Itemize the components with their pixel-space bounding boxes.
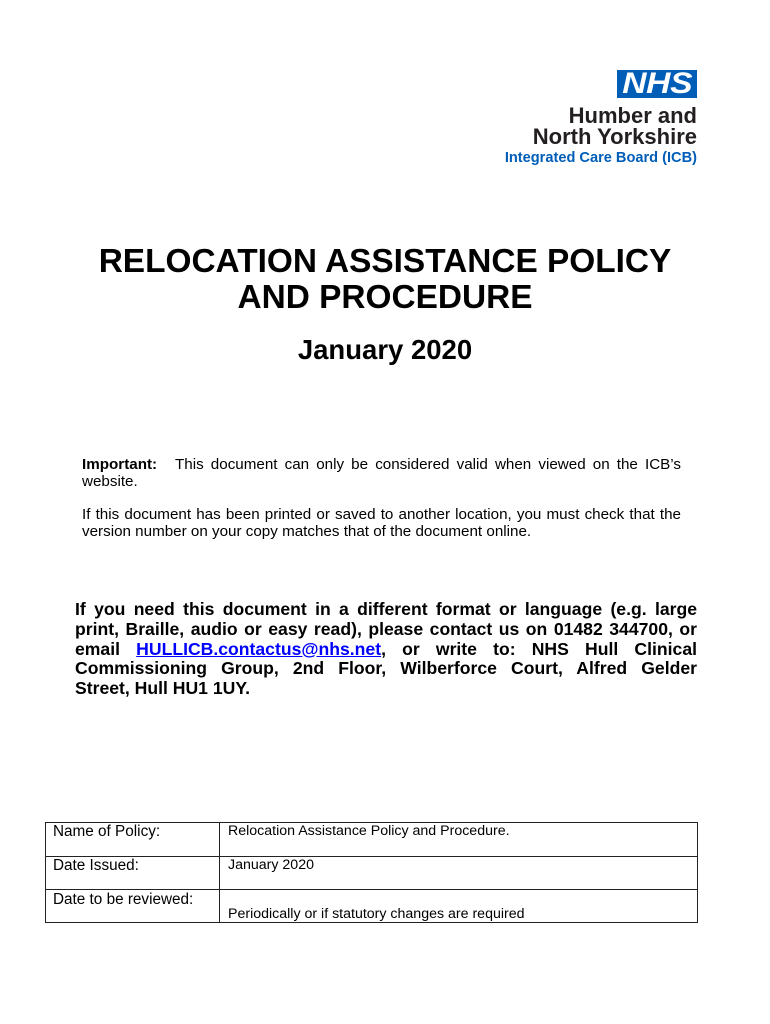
policy-name-label: Name of Policy:	[46, 823, 220, 857]
document-date: January 2020	[297, 334, 473, 365]
notice-label: Important:	[82, 456, 158, 473]
validity-notice	[82, 456, 681, 490]
document-title	[0, 244, 770, 316]
review-date-label: Date to be reviewed:	[46, 890, 220, 923]
accessibility-statement	[75, 600, 697, 699]
accessibility-line-2: print, Braille, audio or easy read), please contact us on 01482 344700, or	[75, 618, 697, 639]
document-title-line-1: RELOCATION ASSISTANCE POLICY	[98, 243, 672, 280]
nhs-logo-text: NHS	[622, 70, 692, 98]
accessibility-line-3-end: , or write to: NHS Hull Clinical	[381, 638, 698, 659]
table-row	[46, 857, 698, 890]
date-issued-label: Date Issued:	[46, 857, 220, 890]
nhs-logo	[617, 70, 697, 98]
org-subtitle: Integrated Care Board (ICB)	[504, 150, 697, 166]
accessibility-line-5: Street, Hull HU1 1UY.	[75, 678, 251, 698]
policy-name-value: Relocation Assistance Policy and Procedure.	[220, 823, 698, 857]
document-title-line-2: AND PROCEDURE	[237, 279, 533, 316]
notice-text: This document can only be considered valid when viewed on the ICB’s website.	[82, 456, 681, 490]
org-name-line-1: Humber and	[568, 103, 697, 128]
table-row	[46, 823, 698, 857]
review-date-value: Periodically or if statutory changes are required	[220, 890, 698, 923]
org-name-line-2: North Yorkshire	[532, 124, 697, 149]
printed-copy-notice: If this document has been printed or saved to another location, you must check that the version number on your copy matches that of the document online.	[82, 506, 681, 540]
contact-email-link[interactable]: HULLICB.contactus@nhs.net	[136, 638, 382, 659]
accessibility-line-3-start: email	[75, 638, 120, 659]
table-row	[46, 890, 698, 923]
date-issued-value: January 2020	[220, 857, 698, 890]
accessibility-line-4: Commissioning Group, 2nd Floor, Wilberforce Court, Alfred Gelder	[75, 658, 697, 679]
accessibility-line-1: If you need this document in a different format or language (e.g. large	[75, 599, 697, 619]
policy-info-table	[45, 822, 698, 923]
accessibility-line-3	[75, 640, 697, 660]
